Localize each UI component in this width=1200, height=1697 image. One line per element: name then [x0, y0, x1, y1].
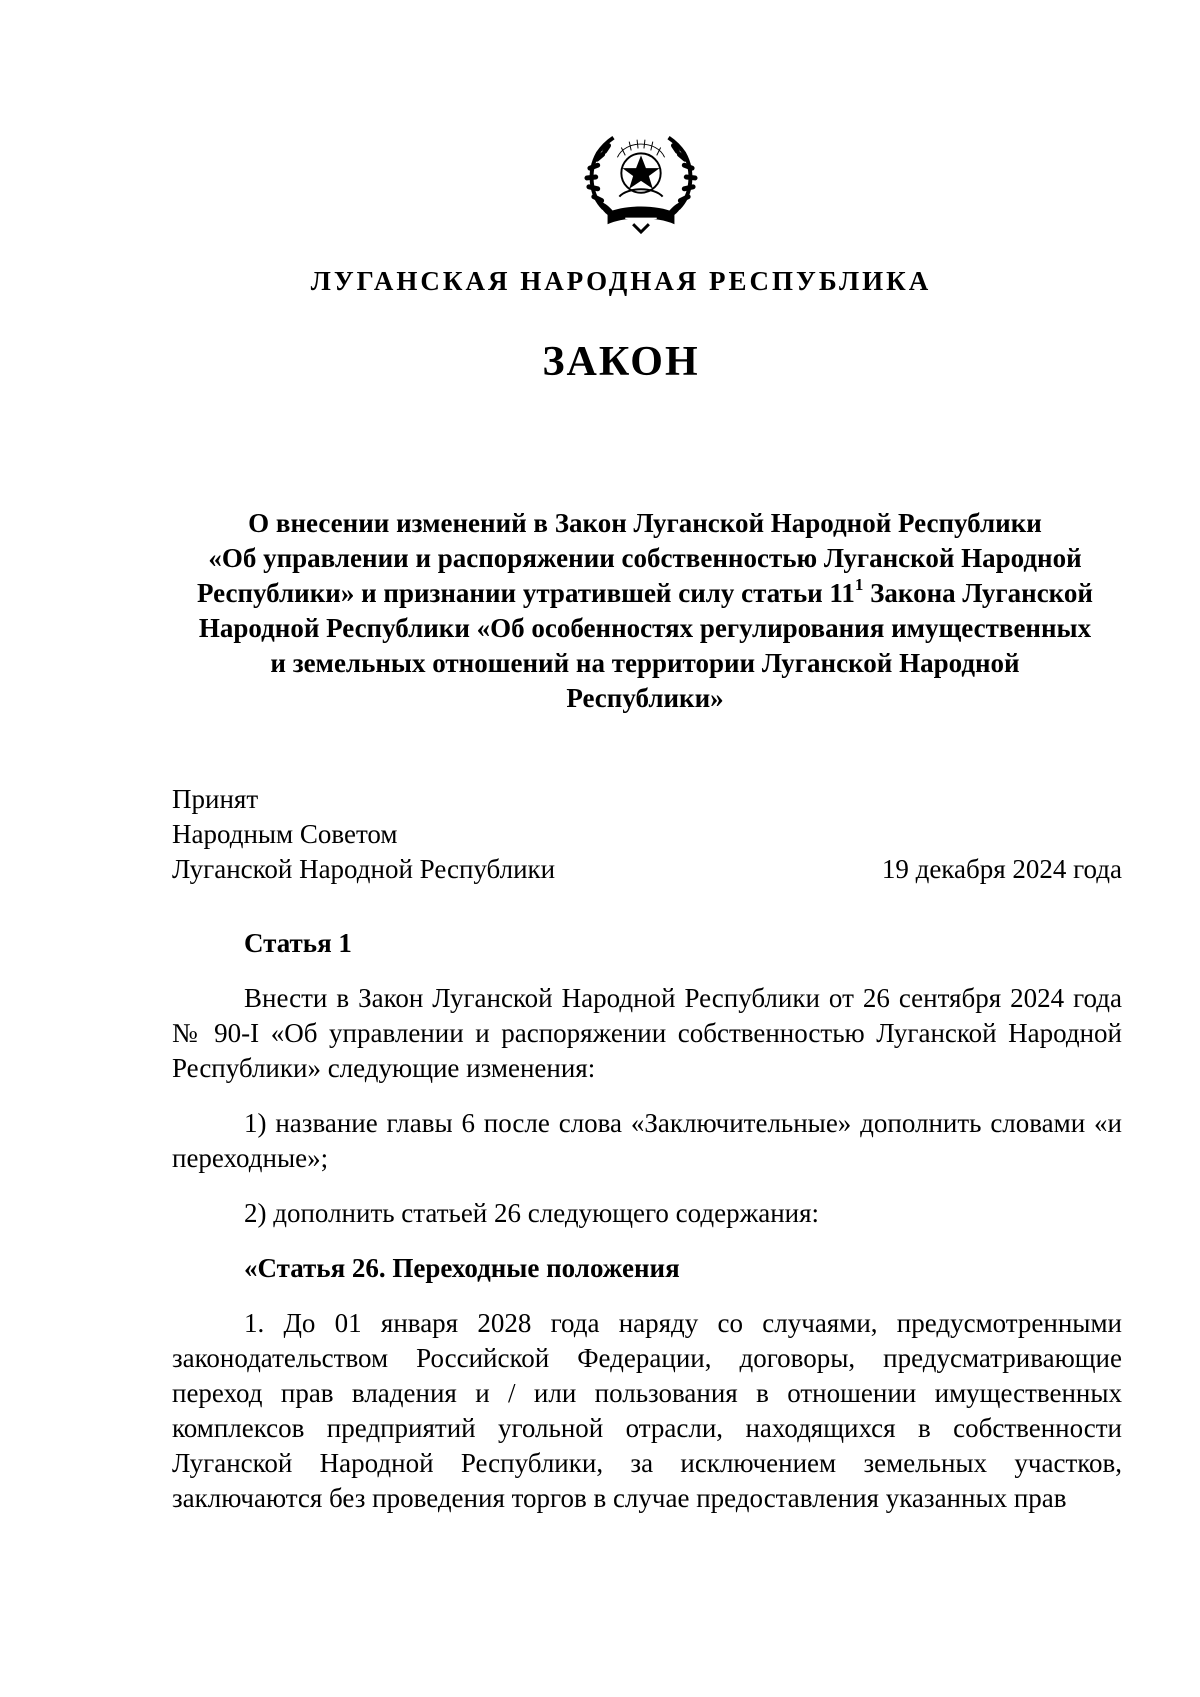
- coat-of-arms-emblem-icon: [582, 118, 700, 236]
- clause-1: 1. До 01 января 2028 года наряду со случаями, предусмотренными законодательством Российской Федерации, договоры, предусматривающие переход прав владения и / или пользования в отношении имущественных комплексов предприятий угольной отрасли, находящихся в собственности Луганской Народной Республики, за исключением земельных участков, заключаются без проведения торгов в случае предоставления указанных прав: [172, 1308, 1122, 1513]
- republic-name: ЛУГАНСКАЯ НАРОДНАЯ РЕСПУБЛИКА: [310, 266, 932, 296]
- title-line: О внесении изменений в Закон Луганской Народной Республики: [248, 508, 1042, 538]
- adopted-line: Принят: [172, 784, 259, 814]
- article-intro: Внести в Закон Луганской Народной Республики от 26 сентября 2024 года № 90-I «Об управлении и распоряжении собственностью Луганской Народной Республики» следующие изменения:: [172, 983, 1122, 1083]
- title-line: Республики»: [566, 683, 724, 713]
- title-line: [170, 576, 1120, 611]
- title-line: «Об управлении и распоряжении собственностью Луганской Народной: [208, 543, 1082, 573]
- article-heading: Статья 1: [244, 928, 352, 958]
- title-line: и земельных отношений на территории Луганской Народной: [270, 648, 1020, 678]
- superscript: 1: [854, 575, 864, 594]
- law-title: [170, 506, 1120, 716]
- amendment-item-2: 2) дополнить статьей 26 следующего содержания:: [244, 1198, 820, 1228]
- new-article-heading: «Статья 26. Переходные положения: [244, 1253, 680, 1283]
- title-line-part: Республики» и признании утратившей силу статьи 11: [197, 578, 855, 608]
- adopted-line: Луганской Народной Республики: [172, 854, 556, 884]
- adoption-date: 19 декабря 2024 года: [881, 854, 1122, 884]
- title-line-part: Закона Луганской: [863, 578, 1093, 608]
- title-line: Народной Республики «Об особенностях регулирования имущественных: [198, 613, 1092, 643]
- adopted-line: Народным Советом: [172, 819, 398, 849]
- document-type: ЗАКОН: [542, 339, 700, 385]
- amendment-item-1: 1) название главы 6 после слова «Заключительные» дополнить словами «и переходные»;: [172, 1108, 1122, 1173]
- adoption-block: [172, 782, 1122, 887]
- article-1: [172, 926, 1122, 1516]
